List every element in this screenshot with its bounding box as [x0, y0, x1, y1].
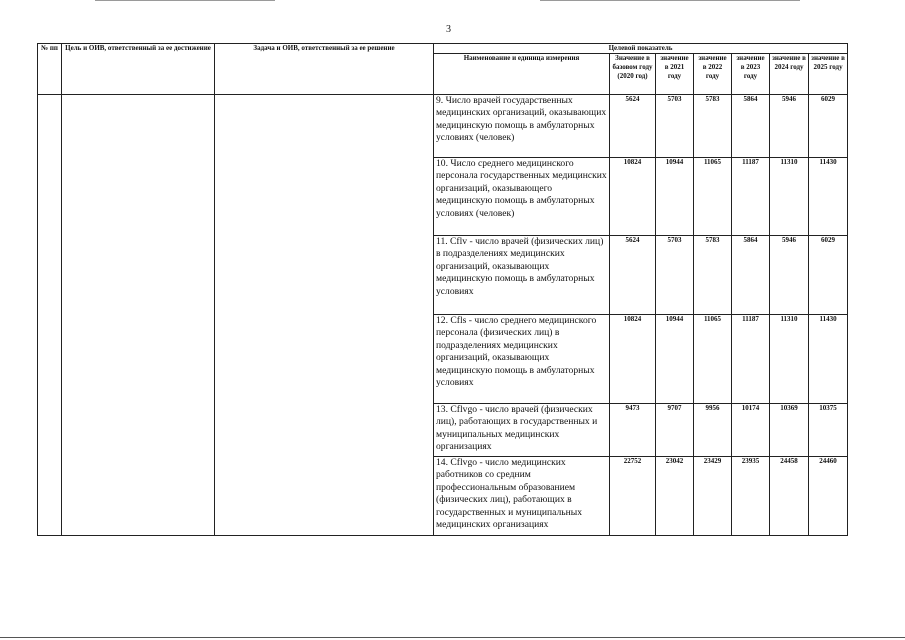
value-2022: 23429 — [694, 457, 732, 536]
value-2022: 11065 — [694, 158, 732, 236]
value-base: 5624 — [610, 236, 656, 315]
header-col-goal: Цель и ОИВ, ответственный за ее достижение — [62, 44, 215, 95]
value-2021: 9707 — [656, 404, 694, 457]
value-2024: 10369 — [770, 404, 809, 457]
value-2023: 11187 — [732, 315, 770, 404]
value-2023: 23935 — [732, 457, 770, 536]
value-2023: 5864 — [732, 95, 770, 158]
indicator-name: 11. Cflv - число врачей (физических лиц) в подразделениях медицинских организаций, оказывающих медицинскую помощь в амбулаторных условиях — [434, 236, 610, 315]
scan-edge-top — [95, 0, 275, 1]
value-2025: 10375 — [809, 404, 848, 457]
value-2025: 24460 — [809, 457, 848, 536]
header-value-2025: значение в 2025 году — [809, 54, 848, 95]
value-2022: 9956 — [694, 404, 732, 457]
header-value-2022: значение в 2022 году — [694, 54, 732, 95]
value-base: 10824 — [610, 315, 656, 404]
scan-edge-bottom — [0, 637, 905, 638]
value-base: 9473 — [610, 404, 656, 457]
value-2023: 5864 — [732, 236, 770, 315]
header-name-unit: Наименование и единица измерения — [434, 54, 610, 95]
value-2021: 23042 — [656, 457, 694, 536]
value-base: 22752 — [610, 457, 656, 536]
value-2024: 5946 — [770, 236, 809, 315]
value-base: 10824 — [610, 158, 656, 236]
value-2024: 11310 — [770, 315, 809, 404]
value-2023: 10174 — [732, 404, 770, 457]
value-2021: 5703 — [656, 236, 694, 315]
value-2025: 11430 — [809, 315, 848, 404]
value-2025: 6029 — [809, 95, 848, 158]
page-number: 3 — [446, 24, 451, 35]
cell-task-empty — [215, 95, 434, 536]
value-2022: 5783 — [694, 95, 732, 158]
header-target-indicator: Целевой показатель — [434, 44, 848, 54]
value-2024: 11310 — [770, 158, 809, 236]
header-value-2024: значение в 2024 году — [770, 54, 809, 95]
value-2023: 11187 — [732, 158, 770, 236]
value-2022: 5783 — [694, 236, 732, 315]
value-2022: 11065 — [694, 315, 732, 404]
value-2024: 24458 — [770, 457, 809, 536]
indicator-name: 12. Cfls - число среднего медицинского персонала (физических лиц) в подразделениях медицинских организаций, оказывающих медицинскую помощь в амбулаторных условиях — [434, 315, 610, 404]
value-2021: 5703 — [656, 95, 694, 158]
indicator-table — [37, 43, 848, 536]
cell-goal-empty — [62, 95, 215, 536]
cell-num-empty — [38, 95, 62, 536]
header-value-2023: значение в 2023 году — [732, 54, 770, 95]
indicator-name: 10. Число среднего медицинского персонала государственных медицинских организаций, оказывающего медицинскую помощь в амбулаторных условиях (человек) — [434, 158, 610, 236]
scan-edge-top-right — [540, 0, 800, 1]
indicator-name: 14. Cflvgo - число медицинских работников со средним профессиональным образованием (физических лиц), работающих в государственных и муниципальных медицинских организациях — [434, 457, 610, 536]
header-col-task: Задача и ОИВ, ответственный за ее решение — [215, 44, 434, 95]
header-value-2021: значение в 2021 году — [656, 54, 694, 95]
indicator-name: 13. Cflvgo - число врачей (физических лиц), работающих в государственных и муниципальных медицинских организациях — [434, 404, 610, 457]
table-row — [38, 95, 848, 158]
value-base: 5624 — [610, 95, 656, 158]
value-2024: 5946 — [770, 95, 809, 158]
value-2025: 11430 — [809, 158, 848, 236]
header-col-num: № пп — [38, 44, 62, 95]
value-2021: 10944 — [656, 158, 694, 236]
indicator-name: 9. Число врачей государственных медицинских организаций, оказывающих медицинскую помощь в амбулаторных условиях (человек) — [434, 95, 610, 158]
value-2025: 6029 — [809, 236, 848, 315]
header-base-year: Значение в базовом году (2020 год) — [610, 54, 656, 95]
value-2021: 10944 — [656, 315, 694, 404]
